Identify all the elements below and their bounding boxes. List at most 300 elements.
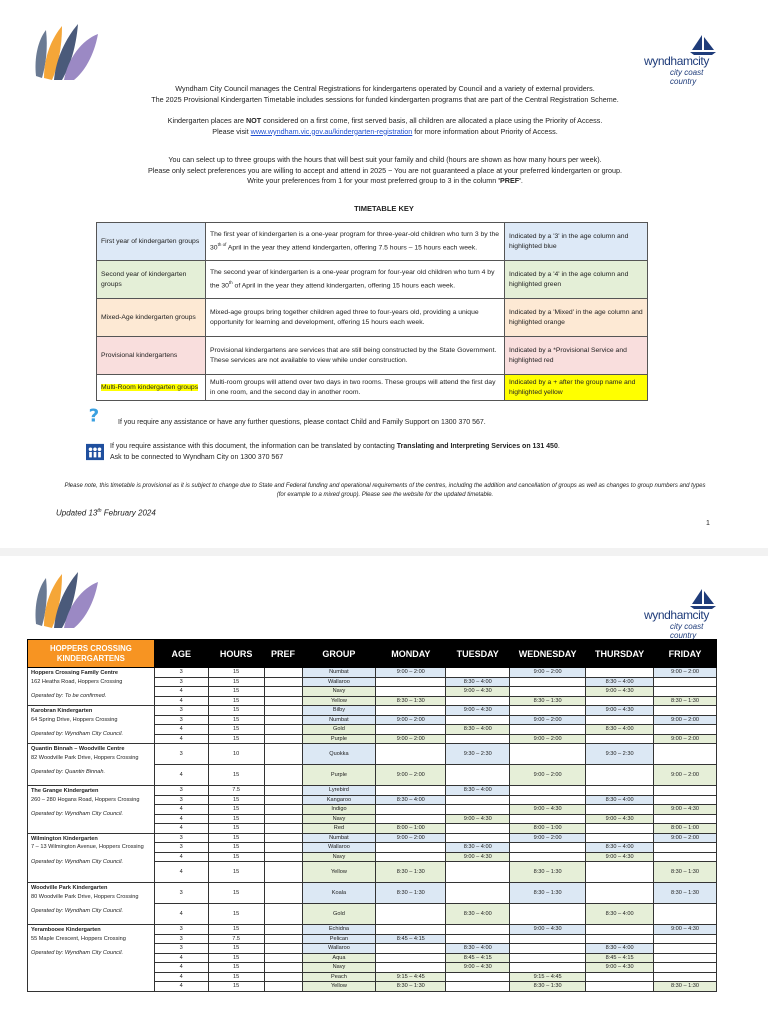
table-row	[28, 786, 717, 796]
pref-cell[interactable]	[264, 833, 302, 843]
logo-tagline: city coast country	[670, 68, 704, 86]
question-mark-icon	[86, 406, 104, 426]
pref-line: Please only select preferences you are willing to accept and attend in 2025 ~ You are not guaranteed a place at your preferred kindergarten or group.	[147, 165, 623, 175]
age-cell: 4	[154, 814, 208, 824]
wednesday-cell: 8:30 – 1:30	[510, 862, 586, 883]
wednesday-cell	[510, 852, 586, 862]
friday-cell	[654, 953, 717, 963]
pref-cell[interactable]	[264, 843, 302, 853]
hours-cell: 15	[208, 765, 264, 786]
wednesday-cell	[510, 843, 586, 853]
tuesday-cell	[446, 883, 510, 904]
group-cell: Lyrebird	[302, 786, 376, 796]
age-cell: 3	[154, 677, 208, 687]
tuesday-cell	[446, 982, 510, 992]
monday-cell	[376, 706, 446, 716]
pref-cell[interactable]	[264, 852, 302, 862]
wednesday-cell: 8:00 – 1:00	[510, 824, 586, 834]
monday-cell: 8:00 – 1:00	[376, 824, 446, 834]
hours-cell: 15	[208, 843, 264, 853]
monday-cell: 9:00 – 2:00	[376, 765, 446, 786]
monday-cell: 9:15 – 4:45	[376, 972, 446, 982]
group-cell: Yellow	[302, 696, 376, 706]
group-cell: Purple	[302, 734, 376, 744]
age-cell: 3	[154, 668, 208, 678]
monday-cell: 9:00 – 2:00	[376, 668, 446, 678]
wednesday-cell	[510, 795, 586, 805]
pref-cell[interactable]	[264, 786, 302, 796]
thursday-cell	[586, 862, 654, 883]
table-row	[28, 833, 717, 843]
intro-line: The 2025 Provisional Kindergarten Timetable includes sessions for funded kindergarten programs that are part of the Central Registration Scheme.	[151, 94, 619, 104]
pref-cell[interactable]	[264, 904, 302, 925]
age-cell: 4	[154, 963, 208, 973]
tuesday-cell: 8:45 – 4:15	[446, 953, 510, 963]
tuesday-cell: 8:30 – 4:00	[446, 725, 510, 735]
hours-cell: 15	[208, 734, 264, 744]
age-cell: 4	[154, 805, 208, 815]
monday-cell	[376, 814, 446, 824]
kindergarten-info	[28, 833, 155, 883]
group-cell: Numbat	[302, 833, 376, 843]
wednesday-cell: 8:30 – 1:30	[510, 883, 586, 904]
pref-cell[interactable]	[264, 963, 302, 973]
friday-cell: 9:00 – 2:00	[654, 765, 717, 786]
wednesday-cell: 9:00 – 2:00	[510, 734, 586, 744]
provisional-note: Please note, this timetable is provisional as it is subject to change due to State and Federal funding and operational requirements of the centres, including the addition and cancellation of groups as well as changes to group numbers and types (for example to a mixed group). Please see the website for the updated timetable.	[64, 483, 706, 498]
wednesday-cell: 8:30 – 1:30	[510, 982, 586, 992]
monday-cell: 8:30 – 1:30	[376, 883, 446, 904]
tuesday-cell	[446, 715, 510, 725]
group-cell: Gold	[302, 725, 376, 735]
thursday-cell: 9:00 – 4:30	[586, 687, 654, 697]
monday-cell: 8:30 – 4:00	[376, 795, 446, 805]
pref-cell[interactable]	[264, 668, 302, 678]
group-cell: Wallaroo	[302, 843, 376, 853]
wednesday-cell	[510, 725, 586, 735]
group-cell: Navy	[302, 814, 376, 824]
kindergarten-name: Hoppers Crossing Family Centre	[31, 670, 119, 676]
kindergarten-address: 162 Heaths Road, Hoppers Crossing	[31, 678, 123, 685]
assistance-text: If you require any assistance or have any further questions, please contact Child and Family Support on 1300 370 567.	[118, 419, 486, 426]
pref-cell[interactable]	[264, 862, 302, 883]
kindergarten-info	[28, 883, 155, 925]
hours-cell: 15	[208, 953, 264, 963]
age-cell: 4	[154, 687, 208, 697]
group-cell: Numbat	[302, 715, 376, 725]
tuesday-cell	[446, 805, 510, 815]
kindergarten-name: Yerambooee Kindergarten	[31, 927, 101, 933]
interpreter-icon	[86, 442, 104, 462]
key-label: Multi-Room kindergarten groups	[97, 375, 206, 401]
kindergarten-name: Woodville Park Kindergarten	[31, 885, 108, 891]
monday-cell	[376, 904, 446, 925]
wednesday-cell: 8:30 – 1:30	[510, 696, 586, 706]
pref-cell[interactable]	[264, 883, 302, 904]
friday-cell: 8:30 – 1:30	[654, 883, 717, 904]
monday-cell: 8:30 – 1:30	[376, 982, 446, 992]
sailboat-icon	[688, 588, 718, 610]
wednesday-cell: 9:15 – 4:45	[510, 972, 586, 982]
pref-cell[interactable]	[264, 972, 302, 982]
monday-cell: 8:30 – 1:30	[376, 696, 446, 706]
monday-cell	[376, 725, 446, 735]
wednesday-cell	[510, 706, 586, 716]
age-cell: 4	[154, 696, 208, 706]
thursday-cell	[586, 972, 654, 982]
thursday-cell: 9:00 – 4:30	[586, 706, 654, 716]
timetable-key-table	[96, 222, 648, 401]
pref-cell[interactable]	[264, 824, 302, 834]
friday-cell: 8:00 – 1:00	[654, 824, 717, 834]
group-cell: Echidna	[302, 925, 376, 935]
friday-cell	[654, 786, 717, 796]
hours-cell: 15	[208, 852, 264, 862]
key-description: Multi-room groups will attend over two days in two rooms. These groups will attend the first day in one room, and the second day in another room.	[206, 375, 505, 401]
age-cell: 3	[154, 786, 208, 796]
age-cell: 4	[154, 972, 208, 982]
group-cell: Purple	[302, 765, 376, 786]
wednesday-cell	[510, 963, 586, 973]
kindergarten-operator: Operated by: Wyndham City Council.	[31, 858, 124, 865]
pref-cell[interactable]	[264, 725, 302, 735]
friday-cell	[654, 795, 717, 805]
hours-cell: 15	[208, 715, 264, 725]
thursday-cell	[586, 824, 654, 834]
thursday-cell	[586, 734, 654, 744]
hours-cell: 15	[208, 706, 264, 716]
friday-cell	[654, 934, 717, 944]
pref-cell[interactable]	[264, 744, 302, 765]
kindergarten-info	[28, 706, 155, 744]
friday-cell	[654, 944, 717, 954]
key-indicator: Indicated by a + after the group name and highlighted yellow	[505, 375, 648, 401]
updated-date: Updated 13th February 2024	[56, 508, 156, 518]
kindergarten-name: The Grange Kindergarten	[31, 788, 99, 794]
priority-line: Kindergarten places are NOT considered on a first come, first served basis, all children are allocated a place using the Priority of Access.	[167, 116, 603, 125]
kindergarten-timetable	[27, 639, 717, 992]
age-cell: 3	[154, 843, 208, 853]
wednesday-cell: 9:00 – 4:30	[510, 805, 586, 815]
kindergarten-address: 7 – 13 Wilmington Avenue, Hoppers Crossing	[31, 844, 144, 850]
thursday-cell	[586, 696, 654, 706]
monday-cell	[376, 786, 446, 796]
thursday-cell	[586, 715, 654, 725]
monday-cell: 8:30 – 1:30	[376, 862, 446, 883]
wednesday-cell	[510, 944, 586, 954]
wednesday-cell	[510, 814, 586, 824]
key-label: Second year of kindergarten groups	[97, 261, 206, 299]
key-indicator: Indicated by a '4' in the age column and highlighted green	[505, 261, 648, 299]
pref-cell[interactable]	[264, 734, 302, 744]
monday-cell: 8:45 – 4:15	[376, 934, 446, 944]
thursday-cell	[586, 883, 654, 904]
kindergarten-operator: Operated by: Wyndham City Council.	[31, 908, 124, 914]
pref-cell[interactable]	[264, 934, 302, 944]
thursday-cell: 9:30 – 2:30	[586, 744, 654, 765]
header-pref: PREF	[264, 640, 302, 668]
friday-cell	[654, 963, 717, 973]
translation-text: If you require assistance with this document, the information can be translated by contacting Translating and Interpreting Services on 131 450.	[110, 443, 560, 450]
pref-cell[interactable]	[264, 765, 302, 786]
monday-cell	[376, 687, 446, 697]
table-row	[28, 925, 717, 935]
kindergarten-operator: Operated by: Wyndham City Council.	[31, 950, 124, 956]
pref-cell[interactable]	[264, 944, 302, 954]
monday-cell: 9:00 – 2:00	[376, 715, 446, 725]
thursday-cell	[586, 982, 654, 992]
hours-cell: 15	[208, 805, 264, 815]
tuesday-cell	[446, 696, 510, 706]
friday-cell: 9:00 – 2:00	[654, 668, 717, 678]
friday-cell	[654, 677, 717, 687]
thursday-cell	[586, 925, 654, 935]
hours-cell: 15	[208, 824, 264, 834]
friday-cell	[654, 706, 717, 716]
kindergarten-operator: Operated by: To be confirmed.	[31, 693, 107, 699]
kindergarten-address: 64 Spring Drive, Hoppers Crossing	[31, 716, 118, 723]
wednesday-cell	[510, 904, 586, 925]
hours-cell: 15	[208, 904, 264, 925]
brand-leaves-graphic	[32, 18, 104, 80]
age-cell: 4	[154, 904, 208, 925]
tuesday-cell: 9:00 – 4:30	[446, 706, 510, 716]
thursday-cell	[586, 765, 654, 786]
tuesday-cell: 9:30 – 2:30	[446, 744, 510, 765]
friday-cell	[654, 852, 717, 862]
thursday-cell	[586, 668, 654, 678]
thursday-cell: 8:30 – 4:00	[586, 904, 654, 925]
friday-cell	[654, 904, 717, 925]
thursday-cell	[586, 805, 654, 815]
wednesday-cell	[510, 934, 586, 944]
age-cell: 3	[154, 833, 208, 843]
wednesday-cell: 9:00 – 2:00	[510, 765, 586, 786]
group-cell: Peach	[302, 972, 376, 982]
tuesday-cell	[446, 765, 510, 786]
group-cell: Pelican	[302, 934, 376, 944]
hours-cell: 15	[208, 862, 264, 883]
tuesday-cell: 8:30 – 4:00	[446, 904, 510, 925]
friday-cell: 9:00 – 2:00	[654, 833, 717, 843]
kindergarten-address: 80 Woodville Park Drive, Hoppers Crossing	[31, 893, 139, 900]
monday-cell	[376, 805, 446, 815]
tuesday-cell: 9:00 – 4:30	[446, 814, 510, 824]
kindergarten-name: Wilmington Kindergarten	[31, 835, 98, 842]
pref-cell[interactable]	[264, 805, 302, 815]
tuesday-cell	[446, 734, 510, 744]
pref-line: Write your preferences from 1 for your most preferred group to 3 in the column 'PREF'.	[247, 176, 523, 185]
header-group: GROUP	[302, 640, 376, 668]
wyndham-logo	[644, 594, 724, 638]
pref-cell[interactable]	[264, 706, 302, 716]
wednesday-cell	[510, 953, 586, 963]
group-cell: Indigo	[302, 805, 376, 815]
kindergarten-operator: Operated by: Quantin Binnah.	[31, 769, 106, 775]
kindergarten-address: 260 – 280 Hogans Road, Hoppers Crossing	[31, 796, 140, 803]
group-cell: Navy	[302, 852, 376, 862]
pref-cell[interactable]	[264, 677, 302, 687]
kindergarten-registration-link[interactable]: www.wyndham.vic.gov.au/kindergarten-registration	[250, 126, 413, 136]
group-cell: Navy	[302, 963, 376, 973]
svg-text:?: ?	[88, 406, 100, 426]
hours-cell: 15	[208, 677, 264, 687]
hours-cell: 15	[208, 668, 264, 678]
timetable-key-title: TIMETABLE KEY	[354, 204, 414, 213]
thursday-cell	[586, 833, 654, 843]
thursday-cell: 8:30 – 4:00	[586, 944, 654, 954]
group-cell: Wallaroo	[302, 677, 376, 687]
wednesday-cell	[510, 744, 586, 765]
hours-cell: 15	[208, 795, 264, 805]
wednesday-cell: 9:00 – 2:00	[510, 715, 586, 725]
friday-cell: 9:00 – 2:00	[654, 715, 717, 725]
header-monday: MONDAY	[376, 640, 446, 668]
thursday-cell: 8:30 – 4:00	[586, 795, 654, 805]
age-cell: 4	[154, 765, 208, 786]
age-cell: 3	[154, 706, 208, 716]
tuesday-cell: 9:00 – 4:30	[446, 963, 510, 973]
key-description: Mixed-age groups bring together children aged three to four-years old, providing a unique opportunity for learning and development, offering 15 hours each week.	[206, 299, 505, 337]
wednesday-cell: 9:00 – 4:30	[510, 925, 586, 935]
age-cell: 3	[154, 944, 208, 954]
monday-cell: 9:00 – 2:00	[376, 833, 446, 843]
thursday-cell: 8:45 – 4:15	[586, 953, 654, 963]
kindergarten-address: 55 Maple Crescent, Hoppers Crossing	[31, 935, 126, 942]
hours-cell: 15	[208, 982, 264, 992]
age-cell: 4	[154, 725, 208, 735]
group-cell: Quokka	[302, 744, 376, 765]
wednesday-cell	[510, 786, 586, 796]
thursday-cell: 8:30 – 4:00	[586, 677, 654, 687]
kindergarten-info	[28, 668, 155, 706]
hours-cell: 7.5	[208, 934, 264, 944]
pref-cell[interactable]	[264, 925, 302, 935]
logo-wordmark: wyndhamcity	[644, 54, 709, 68]
wednesday-cell	[510, 677, 586, 687]
group-cell: Aqua	[302, 953, 376, 963]
intro-line: Wyndham City Council manages the Central Registrations for kindergartens operated by Council and a variety of external providers.	[175, 84, 595, 93]
pref-cell[interactable]	[264, 795, 302, 805]
preference-block	[70, 155, 700, 187]
table-row	[28, 706, 717, 716]
priority-line: Please visit www.wyndham.vic.gov.au/kindergarten-registration for more information about Priority of Access.	[212, 126, 558, 136]
wednesday-cell	[510, 687, 586, 697]
monday-cell	[376, 843, 446, 853]
translation-text-line2: Ask to be connected to Wyndham City on 1300 370 567	[110, 454, 284, 461]
wyndham-logo	[644, 40, 724, 84]
friday-cell: 9:00 – 4:30	[654, 805, 717, 815]
hours-cell: 10	[208, 744, 264, 765]
age-cell: 4	[154, 982, 208, 992]
priority-block	[70, 116, 700, 137]
hours-cell: 15	[208, 833, 264, 843]
group-cell: Kangaroo	[302, 795, 376, 805]
page-2	[0, 556, 768, 1024]
key-indicator: Indicated by a *Provisional Service and highlighted red	[505, 337, 648, 375]
monday-cell	[376, 677, 446, 687]
thursday-cell	[586, 934, 654, 944]
header-friday: FRIDAY	[654, 640, 717, 668]
tuesday-cell: 9:00 – 4:30	[446, 852, 510, 862]
monday-cell	[376, 744, 446, 765]
tuesday-cell: 8:30 – 4:00	[446, 786, 510, 796]
table-row	[28, 744, 717, 765]
friday-cell: 8:30 – 1:30	[654, 982, 717, 992]
monday-cell	[376, 944, 446, 954]
thursday-cell: 8:30 – 4:00	[586, 725, 654, 735]
pref-cell[interactable]	[264, 687, 302, 697]
pref-line: You can select up to three groups with the hours that will best suit your family and child (hours are shown as how many hours per week).	[168, 155, 602, 164]
hours-cell: 15	[208, 963, 264, 973]
key-description: The second year of kindergarten is a one-year program for four-year old children who turn 4 by the 30th of April in the year they attend kindergarten, offering 15 hours each week.	[206, 261, 505, 299]
hours-cell: 15	[208, 883, 264, 904]
group-cell: Navy	[302, 687, 376, 697]
tuesday-cell	[446, 795, 510, 805]
age-cell: 4	[154, 852, 208, 862]
page-gap	[0, 548, 768, 556]
thursday-cell: 9:00 – 4:30	[586, 963, 654, 973]
pref-cell[interactable]	[264, 953, 302, 963]
hours-cell: 15	[208, 725, 264, 735]
group-cell: Gold	[302, 904, 376, 925]
thursday-cell	[586, 786, 654, 796]
monday-cell	[376, 925, 446, 935]
logo-wordmark: wyndhamcity	[644, 608, 709, 622]
tuesday-cell	[446, 862, 510, 883]
page-number: 1	[706, 520, 710, 527]
group-cell: Yellow	[302, 982, 376, 992]
kindergarten-address: 82 Woodville Park Drive, Hoppers Crossing	[31, 754, 139, 761]
pref-cell[interactable]	[264, 982, 302, 992]
hours-cell: 15	[208, 925, 264, 935]
monday-cell: 9:00 – 2:00	[376, 734, 446, 744]
age-cell: 4	[154, 953, 208, 963]
header-wednesday: WEDNESDAY	[510, 640, 586, 668]
tuesday-cell	[446, 925, 510, 935]
intro-block	[70, 84, 700, 105]
age-cell: 4	[154, 824, 208, 834]
age-cell: 3	[154, 795, 208, 805]
pref-cell[interactable]	[264, 814, 302, 824]
friday-cell: 8:30 – 1:30	[654, 862, 717, 883]
wednesday-cell: 9:00 – 2:00	[510, 833, 586, 843]
pref-cell[interactable]	[264, 715, 302, 725]
tuesday-cell: 9:00 – 4:30	[446, 687, 510, 697]
group-cell: Yellow	[302, 862, 376, 883]
monday-cell	[376, 953, 446, 963]
key-label: Mixed-Age kindergarten groups	[97, 299, 206, 337]
header-tuesday: TUESDAY	[446, 640, 510, 668]
wednesday-cell: 9:00 – 2:00	[510, 668, 586, 678]
pref-cell[interactable]	[264, 696, 302, 706]
header-thursday: THURSDAY	[586, 640, 654, 668]
thursday-cell: 8:30 – 4:00	[586, 843, 654, 853]
key-label: First year of kindergarten groups	[97, 223, 206, 261]
tuesday-cell: 8:30 – 4:00	[446, 843, 510, 853]
tuesday-cell	[446, 934, 510, 944]
hours-cell: 7.5	[208, 786, 264, 796]
key-description: The first year of kindergarten is a one-year program for three-year-old children who turn 3 by the $30^{th of}$ April in the year they attend kindergarten, offering 7.5 hours – 15 hours each week.	[206, 223, 505, 261]
age-cell: 3	[154, 934, 208, 944]
tuesday-cell	[446, 833, 510, 843]
kindergarten-info	[28, 744, 155, 786]
brand-leaves-graphic	[32, 566, 104, 628]
group-cell: Red	[302, 824, 376, 834]
friday-cell	[654, 687, 717, 697]
key-indicator: Indicated by a '3' in the age column and highlighted blue	[505, 223, 648, 261]
kindergarten-operator: Operated by: Wyndham City Council.	[31, 811, 124, 817]
